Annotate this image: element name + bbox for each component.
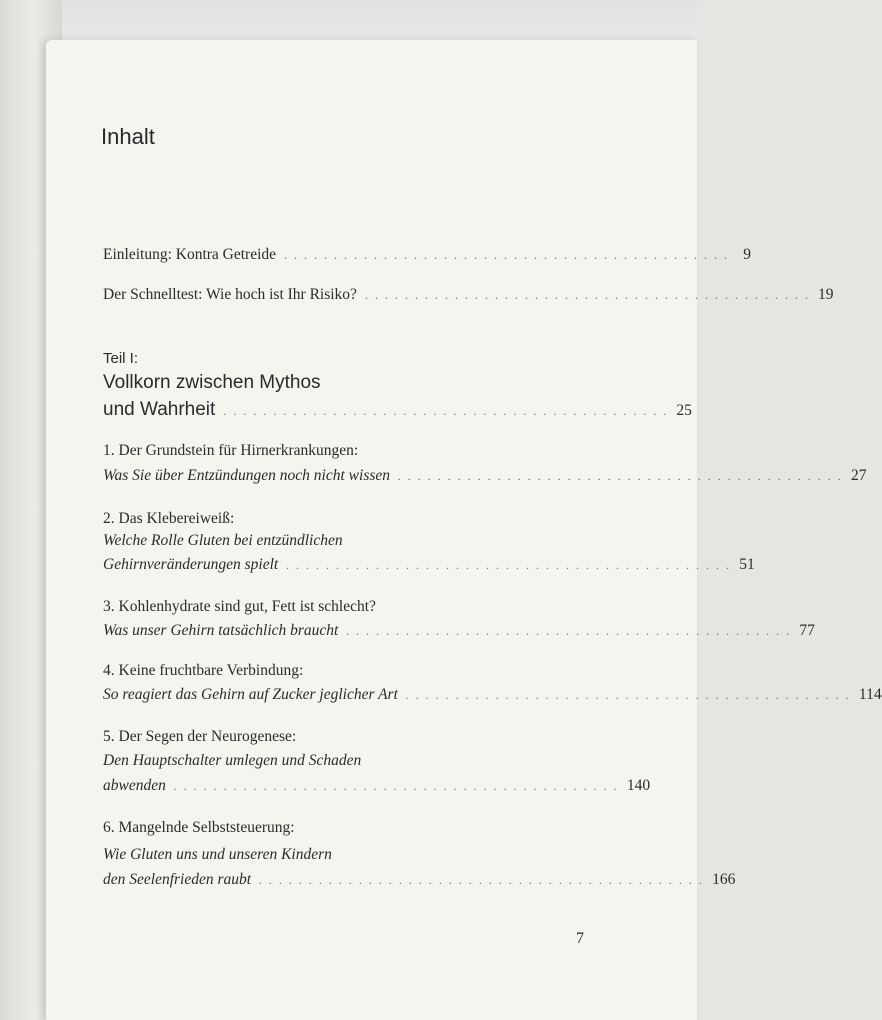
toc-entry-page: 25: [676, 402, 692, 419]
toc-heading: Inhalt: [101, 124, 155, 149]
toc-entry-page: 77: [799, 622, 815, 639]
leader-dots: . . . . . . . . . . . . . . . . . . . . . . . . . . . . . . . . . . . . . . . . . . . . .: [364, 288, 810, 302]
leader-dots: . . . . . . . . . . . . . . . . . . . . . . . . . . . . . . . . . . . . . . . . . . . . .: [346, 624, 792, 638]
toc-entry-chapter-1: [103, 466, 867, 486]
toc-entry-title: Der Schnelltest: Wie hoch ist Ihr Risiko?: [103, 286, 357, 303]
chapter-title: 6. Mangelnde Selbststeuerung:: [103, 819, 295, 836]
chapter-title: 5. Der Segen der Neurogenese:: [103, 728, 297, 745]
chapter-subtitle: Was unser Gehirn tatsächlich braucht: [103, 622, 339, 639]
toc-entry-part: [103, 399, 692, 421]
part-title-line2: und Wahrheit: [103, 399, 216, 420]
toc-entry-intro: [103, 245, 752, 265]
chapter-title: 3. Kohlenhydrate sind gut, Fett ist schlecht?: [103, 598, 376, 615]
toc-entry-page: 51: [739, 556, 755, 573]
toc-entry-page: 140: [626, 777, 651, 794]
leader-dots: . . . . . . . . . . . . . . . . . . . . . . . . . . . . . . . . . . . . . . . . . . . . .: [259, 873, 705, 887]
chapter-subtitle: Was Sie über Entzündungen noch nicht wissen: [103, 467, 391, 484]
toc-entry-title: Einleitung: Kontra Getreide: [103, 246, 277, 263]
toc-entry-chapter-2: [103, 555, 755, 575]
leader-dots: . . . . . . . . . . . . . . . . . . . . . . . . . . . . . . . . . . . . . . . . . . . . .: [286, 558, 732, 572]
toc-entry-quicktest: [103, 285, 834, 305]
chapter-subtitle: Gehirnveränderungen spielt: [103, 556, 279, 573]
page-number: 7: [576, 930, 584, 947]
toc-entry-page: 27: [851, 467, 867, 484]
chapter-title: 1. Der Grundstein für Hirnerkrankungen:: [103, 442, 359, 459]
leader-dots: . . . . . . . . . . . . . . . . . . . . . . . . . . . . . . . . . . . . . . . . . . . . .: [398, 469, 844, 483]
part-title-line1: Vollkorn zwischen Mythos: [103, 372, 321, 393]
chapter-title: 2. Das Klebereiweiß:: [103, 510, 235, 527]
toc-entry-chapter-3: [103, 621, 815, 641]
toc-entry-chapter-4: [103, 685, 882, 705]
toc-entry-page: 166: [712, 871, 736, 888]
toc-entry-page: 114: [858, 686, 882, 703]
chapter-title: 4. Keine fruchtbare Verbindung:: [103, 662, 304, 679]
leader-dots: . . . . . . . . . . . . . . . . . . . . . . . . . . . . . . . . . . . . . . . . . . . . .: [223, 404, 669, 418]
leader-dots: . . . . . . . . . . . . . . . . . . . . . . . . . . . . . . . . . . . . . . . . . . . . .: [405, 688, 851, 702]
toc-entry-chapter-5: [103, 776, 651, 796]
toc-entry-page: 19: [817, 286, 834, 303]
part-label: Teil I:: [103, 350, 139, 367]
leader-dots: . . . . . . . . . . . . . . . . . . . . . . . . . . . . . . . . . . . . . . . . . . . . .: [284, 248, 730, 262]
chapter-subtitle: Wie Gluten uns und unseren Kindern: [103, 846, 332, 863]
toc-entry-page: 9: [743, 246, 752, 263]
chapter-subtitle: So reagiert das Gehirn auf Zucker jeglicher Art: [103, 686, 398, 703]
chapter-subtitle: abwenden: [103, 777, 166, 794]
chapter-subtitle: Den Hauptschalter umlegen und Schaden: [103, 752, 362, 769]
chapter-subtitle: den Seelenfrieden raubt: [103, 871, 252, 888]
toc-entry-chapter-6: [103, 870, 736, 890]
chapter-subtitle: Welche Rolle Gluten bei entzündlichen: [103, 532, 343, 549]
leader-dots: . . . . . . . . . . . . . . . . . . . . . . . . . . . . . . . . . . . . . . . . . . . . .: [173, 779, 619, 793]
